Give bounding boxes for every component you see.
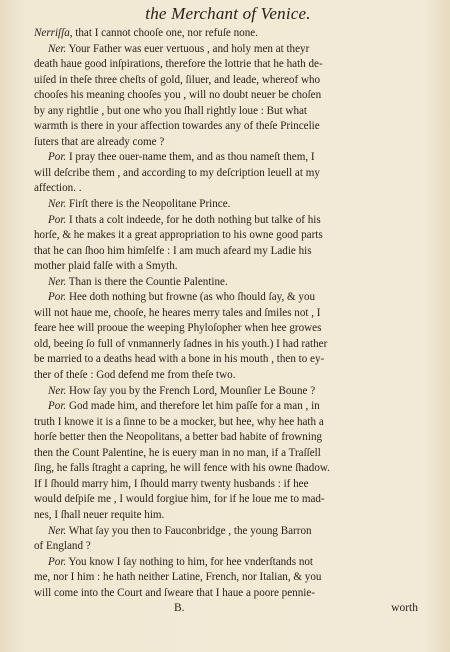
line-text: will not haue me, chooſe, he heares merry tales and ſmiles not , I <box>34 306 321 319</box>
line-text: warmth is there in your affection towardes any of theſe Princelie <box>34 120 320 133</box>
text-line <box>34 88 422 104</box>
speaker-prefix: Por. <box>48 400 67 413</box>
text-line <box>34 430 422 446</box>
text-line <box>34 197 422 213</box>
speaker-prefix: Ner. <box>48 384 67 397</box>
line-text: Your Father was euer vertuous , and holy men at theyr <box>66 42 310 55</box>
text-line <box>34 415 422 431</box>
speaker-prefix: Ner. <box>48 42 67 55</box>
text-line <box>34 461 422 477</box>
line-text: be married to a deaths head with a bone in his mouth , then to ey- <box>34 353 325 366</box>
line-text: How ſay you by the French Lord, Mounſier Le Boune ? <box>66 384 316 397</box>
line-text: ſing, he falls ſtraght a capring, he will fence with his owne ſhadow. <box>34 462 330 475</box>
line-text: Than is there the Countie Palentine. <box>66 275 228 288</box>
text-line <box>34 228 422 244</box>
text-line <box>34 244 422 260</box>
line-text: by any rightlie , but one who you ſhall rightly loue : But what <box>34 104 307 117</box>
text-line <box>34 508 422 524</box>
line-text: nes, I ſhall neuer requite him. <box>34 508 165 521</box>
text-line <box>34 166 422 182</box>
line-text: would deſpiſe me , I would forgiue him, for if he loue me to mad- <box>34 493 325 506</box>
text-line <box>34 446 422 462</box>
line-text: that he can ſhoo him himſelfe : I am much afeard my Ladie his <box>34 244 312 257</box>
line-text: You know I ſay nothing to him, for hee vnderſtands not <box>66 555 314 568</box>
line-text: will deſcribe them , and according to my deſcription leuell at my <box>34 166 320 179</box>
line-text: ſuters that are already come ? <box>34 135 165 148</box>
text-line <box>34 104 422 120</box>
text-line <box>34 306 422 322</box>
line-text: me, nor I him : he hath neither Latine, French, nor Italian, & you <box>34 571 322 584</box>
speaker-prefix: Por. <box>48 291 67 304</box>
line-text: ther of theſe : God defend me from theſe two. <box>34 369 236 382</box>
line-text: old, beeing ſo full of vnmannerly ſadnes in his youth.) I had rather <box>34 337 328 350</box>
text-line <box>34 213 422 229</box>
line-text: horſe better then the Neopolitans, a better bad habite of frowning <box>34 431 323 444</box>
line-text: uiſed in theſe three cheſts of gold, ſiluer, and leade, whereof who <box>34 73 321 86</box>
text-line <box>34 337 422 353</box>
text-line <box>34 492 422 508</box>
text-line <box>34 275 422 291</box>
line-text: of England ? <box>34 540 91 553</box>
text-line <box>34 555 422 571</box>
line-text: chooſes his meaning chooſes you , will no doubt neuer be choſen <box>34 89 322 102</box>
line-text: affection. . <box>34 182 82 195</box>
signature-mark: B. <box>174 602 185 615</box>
running-head: the Merchant of Venice. <box>145 4 311 23</box>
speaker-prefix: Ner. <box>48 524 67 537</box>
speaker-prefix: Por. <box>48 213 67 226</box>
speaker-prefix: Nerriſſa, <box>34 27 73 39</box>
text-line <box>34 57 422 73</box>
line-text: death haue good inſpirations, therefore the lottrie that he hath de- <box>34 58 323 71</box>
line-text: If I ſhould marry him, I ſhould marry twenty husbands : if hee <box>34 477 309 490</box>
speaker-prefix: Ner. <box>48 275 67 288</box>
text-line <box>34 368 422 384</box>
text-line <box>34 586 422 602</box>
text-line <box>34 352 422 368</box>
text-line <box>34 384 422 400</box>
text-line <box>34 42 422 58</box>
text-line <box>34 290 422 306</box>
page-footer <box>34 601 422 616</box>
line-text: that I cannot chooſe one, nor refuſe none. <box>72 27 258 39</box>
text-line <box>34 259 422 275</box>
line-text: Firſt there is the Neopolitane Prince. <box>66 198 231 211</box>
text-line <box>34 135 422 151</box>
text-line <box>34 73 422 89</box>
line-text: God made him, and therefore let him paſſe for a man , in <box>66 400 320 413</box>
line-text: will come into the Court and ſweare that I haue a poore pennie- <box>34 586 315 599</box>
page-text <box>34 26 422 601</box>
speaker-prefix: Ner. <box>48 198 67 211</box>
text-line <box>34 181 422 197</box>
text-line <box>34 524 422 540</box>
line-text: truth I knowe it is a ſinne to be a mocker, but hee, why hee hath a <box>34 415 324 428</box>
text-line <box>34 150 422 166</box>
catchword: worth <box>391 602 418 615</box>
line-text: I pray thee ouer-name them, and as thou nameſt them, I <box>66 151 315 164</box>
line-text: What ſay you then to Fauconbridge , the young Barron <box>66 524 312 537</box>
line-text: horſe, & he makes it a great appropriation to his owne good parts <box>34 229 323 242</box>
line-text: feare hee will prooue the weeping Phyloſopher when hee growes <box>34 322 322 335</box>
line-text: I thats a colt indeede, for he doth nothing but talke of his <box>66 213 321 226</box>
line-text: mother plaid falſe with a Smyth. <box>34 260 178 273</box>
line-text: then the Count Palentine, he is euery man in no man, if a Traſſell <box>34 446 321 459</box>
speaker-prefix: Por. <box>48 151 67 164</box>
text-line <box>34 26 422 42</box>
text-line <box>34 119 422 135</box>
speaker-prefix: Por. <box>48 555 67 568</box>
text-line <box>34 399 422 415</box>
text-line <box>34 477 422 493</box>
line-text: Hee doth nothing but frowne (as who ſhould ſay, & you <box>66 291 316 304</box>
text-line <box>34 570 422 586</box>
text-line <box>34 321 422 337</box>
text-line <box>34 539 422 555</box>
